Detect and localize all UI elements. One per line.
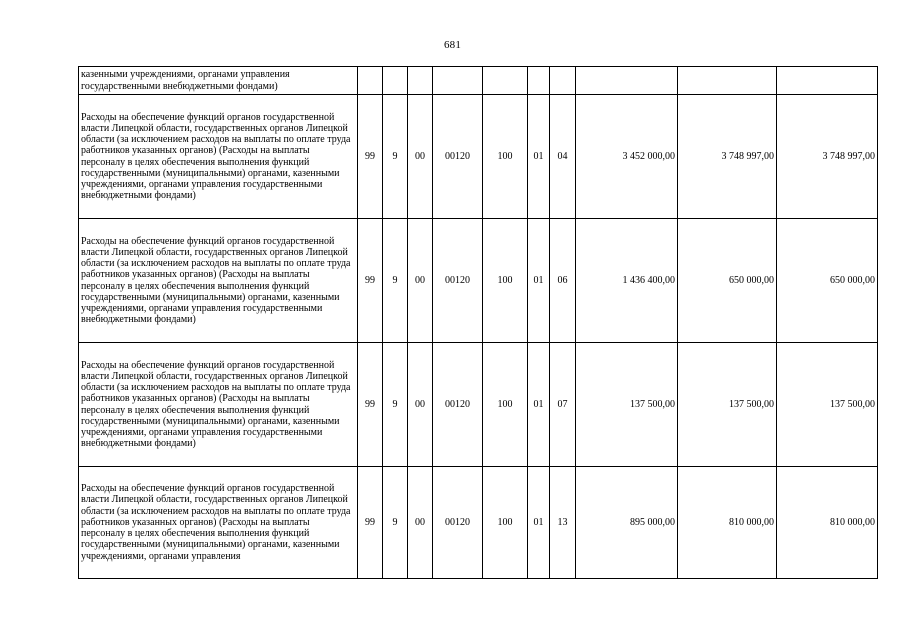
subsection-code-cell: 07 — [550, 343, 576, 467]
row-description: Расходы на обеспечение функций органов государственной власти Липецкой области, государственных органов Липецкой области (за исключением расходов на выплаты по оплате труда работников указанных органов) (Расходы на выплаты персоналу в целях обеспечения выполнения функций государственными (муниципальными) органами, казенными учреждениями, органами управления государственными внебюджетными фондами) — [79, 95, 358, 219]
amount-year1-cell: 1 436 400,00 — [576, 219, 678, 343]
pp-code-cell — [383, 67, 408, 95]
pp-code-cell: 9 — [383, 343, 408, 467]
amount-year1-cell: 895 000,00 — [576, 467, 678, 579]
table-row — [79, 467, 878, 579]
row-description: Расходы на обеспечение функций органов государственной власти Липецкой области, государственных органов Липецкой области (за исключением расходов на выплаты по оплате труда работников указанных органов) (Расходы на выплаты персоналу в целях обеспечения выполнения функций государственными (муниципальными) органами, казенными учреждениями, органами управления государственными внебюджетными фондами) — [79, 219, 358, 343]
amount-year3-cell: 3 748 997,00 — [777, 95, 878, 219]
table-row — [79, 67, 878, 95]
direction-code-cell: 00120 — [433, 95, 483, 219]
amount-year3-cell: 650 000,00 — [777, 219, 878, 343]
gp-code-cell: 99 — [358, 219, 383, 343]
expense-type-cell: 100 — [483, 219, 528, 343]
amount-year1-cell: 3 452 000,00 — [576, 95, 678, 219]
main-event-code-cell: 00 — [408, 467, 433, 579]
row-description: казенными учреждениями, органами управления государственными внебюджетными фондами) — [79, 67, 358, 95]
gp-code-cell: 99 — [358, 95, 383, 219]
section-code-cell — [528, 67, 550, 95]
section-code-cell: 01 — [528, 219, 550, 343]
pp-code-cell: 9 — [383, 95, 408, 219]
subsection-code-cell: 04 — [550, 95, 576, 219]
direction-code-cell — [433, 67, 483, 95]
main-event-code-cell: 00 — [408, 219, 433, 343]
direction-code-cell: 00120 — [433, 343, 483, 467]
amount-year1-cell — [576, 67, 678, 95]
subsection-code-cell: 06 — [550, 219, 576, 343]
expense-type-cell: 100 — [483, 467, 528, 579]
gp-code-cell — [358, 67, 383, 95]
budget-table — [78, 66, 878, 579]
main-event-code-cell — [408, 67, 433, 95]
section-code-cell: 01 — [528, 343, 550, 467]
amount-year1-cell: 137 500,00 — [576, 343, 678, 467]
amount-year2-cell: 650 000,00 — [678, 219, 777, 343]
row-description: Расходы на обеспечение функций органов государственной власти Липецкой области, государственных органов Липецкой области (за исключением расходов на выплаты по оплате труда работников указанных органов) (Расходы на выплаты персоналу в целях обеспечения выполнения функций государственными (муниципальными) органами, казенными учреждениями, органами управления — [79, 467, 358, 579]
pp-code-cell: 9 — [383, 467, 408, 579]
table-row — [79, 95, 878, 219]
direction-code-cell: 00120 — [433, 467, 483, 579]
expense-type-cell: 100 — [483, 343, 528, 467]
table-row — [79, 343, 878, 467]
main-event-code-cell: 00 — [408, 95, 433, 219]
direction-code-cell: 00120 — [433, 219, 483, 343]
amount-year3-cell: 810 000,00 — [777, 467, 878, 579]
expense-type-cell: 100 — [483, 95, 528, 219]
amount-year3-cell: 137 500,00 — [777, 343, 878, 467]
amount-year2-cell — [678, 67, 777, 95]
pp-code-cell: 9 — [383, 219, 408, 343]
table-row — [79, 219, 878, 343]
amount-year3-cell — [777, 67, 878, 95]
page-number: 681 — [443, 39, 462, 51]
amount-year2-cell: 137 500,00 — [678, 343, 777, 467]
main-event-code-cell: 00 — [408, 343, 433, 467]
section-code-cell: 01 — [528, 95, 550, 219]
subsection-code-cell — [550, 67, 576, 95]
row-description: Расходы на обеспечение функций органов государственной власти Липецкой области, государственных органов Липецкой области (за исключением расходов на выплаты по оплате труда работников указанных органов) (Расходы на выплаты персоналу в целях обеспечения выполнения функций государственными (муниципальными) органами, казенными учреждениями, органами управления государственными внебюджетными фондами) — [79, 343, 358, 467]
section-code-cell: 01 — [528, 467, 550, 579]
amount-year2-cell: 810 000,00 — [678, 467, 777, 579]
expense-type-cell — [483, 67, 528, 95]
amount-year2-cell: 3 748 997,00 — [678, 95, 777, 219]
gp-code-cell: 99 — [358, 467, 383, 579]
subsection-code-cell: 13 — [550, 467, 576, 579]
gp-code-cell: 99 — [358, 343, 383, 467]
